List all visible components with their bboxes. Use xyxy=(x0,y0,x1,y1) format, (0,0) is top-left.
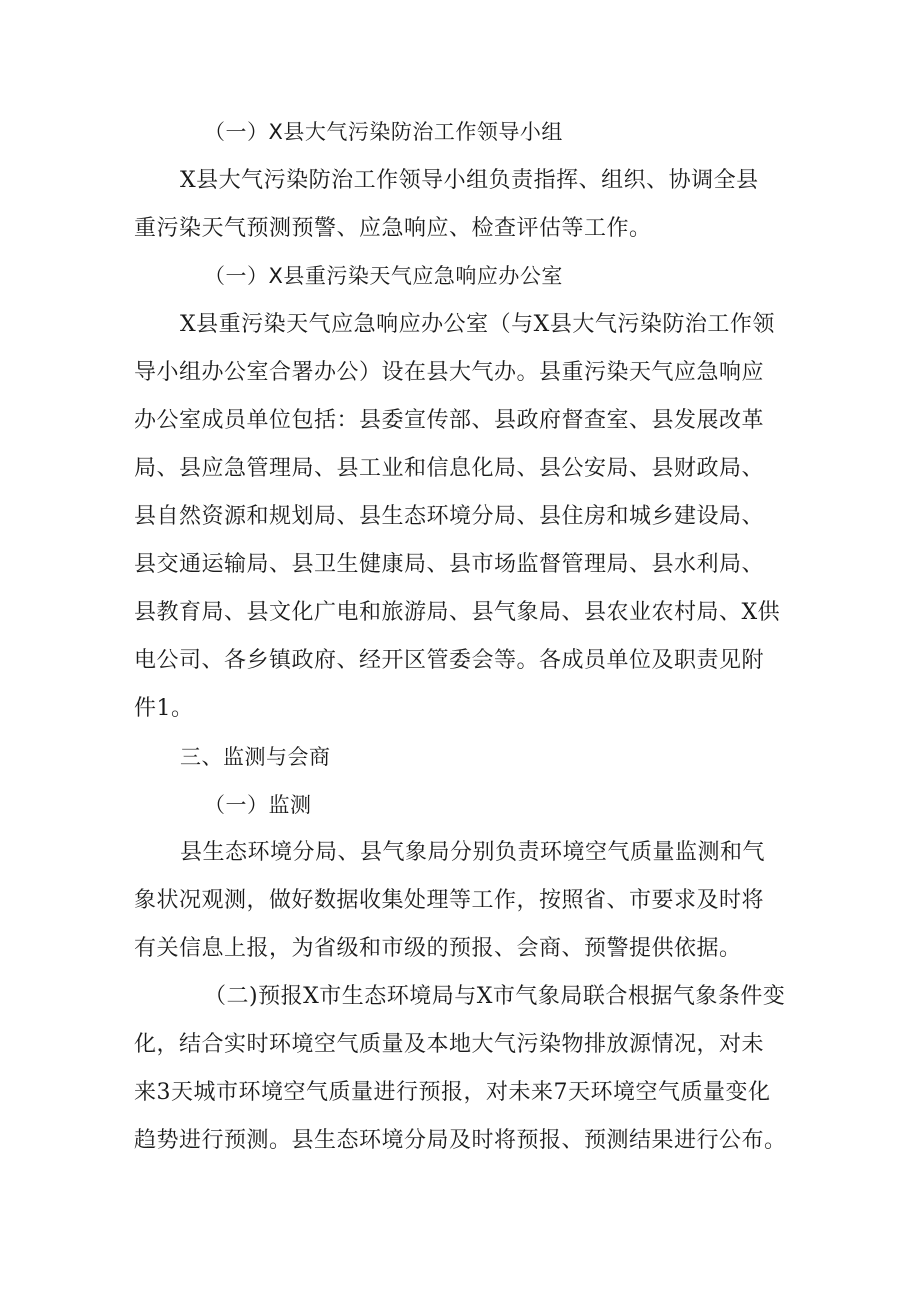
paragraph-line: 有关信息上报，为省级和市级的预报、会商、预警提供依据。 xyxy=(134,936,742,961)
paragraph-line: 局、县应急管理局、县工业和信息化局、县公安局、县财政局、 xyxy=(134,456,765,481)
paragraph-line: 象状况观测，做好数据收集处理等工作，按照省、市要求及时将 xyxy=(134,888,765,913)
paragraph-line: 县交通运输局、县卫生健康局、县市场监督管理局、县水利局、 xyxy=(134,552,765,577)
paragraph-line: 办公室成员单位包括：县委宣传部、县政府督查室、县发展改革 xyxy=(134,408,765,433)
paragraph-line: 来3天城市环境空气质量进行预报，对未来7天环境空气质量变化 xyxy=(134,1080,771,1105)
section-heading-leadership-group: （一）X县大气污染防治工作领导小组 xyxy=(204,120,563,144)
paragraph-line: （二)预报X市生态环境局与X市气象局联合根据气象条件变 xyxy=(204,984,786,1009)
paragraph-line: 件1。 xyxy=(134,696,194,721)
paragraph-line: 电公司、各乡镇政府、经开区管委会等。各成员单位及职责见附 xyxy=(134,648,765,673)
paragraph-line: 重污染天气预测预警、应急响应、检查评估等工作。 xyxy=(134,216,652,241)
section-heading-monitoring: 三、监测与会商 xyxy=(180,745,331,769)
paragraph-line: 县生态环境分局、县气象局分别负责环境空气质量监测和气 xyxy=(180,840,766,865)
paragraph-line: 县自然资源和规划局、县生态环境分局、县住房和城乡建设局、 xyxy=(134,504,765,529)
subsection-heading-monitor: （一）监测 xyxy=(204,793,312,817)
paragraph-line: 导小组办公室合署办公）设在县大气办。县重污染天气应急响应 xyxy=(134,360,765,385)
paragraph-line: 县教育局、县文化广电和旅游局、县气象局、县农业农村局、X供 xyxy=(134,600,781,625)
paragraph-line: 化，结合实时环境空气质量及本地大气污染物排放源情况，对未 xyxy=(134,1032,765,1057)
section-heading-emergency-office: （一）X县重污染天气应急响应办公室 xyxy=(204,264,563,288)
paragraph-line: 趋势进行预测。县生态环境分局及时将预报、预测结果进行公布。 xyxy=(134,1128,787,1153)
paragraph-line: X县大气污染防治工作领导小组负责指挥、组织、协调全县 xyxy=(180,168,759,193)
paragraph-line: X县重污染天气应急响应办公室（与X县大气污染防治工作领 xyxy=(180,312,775,337)
